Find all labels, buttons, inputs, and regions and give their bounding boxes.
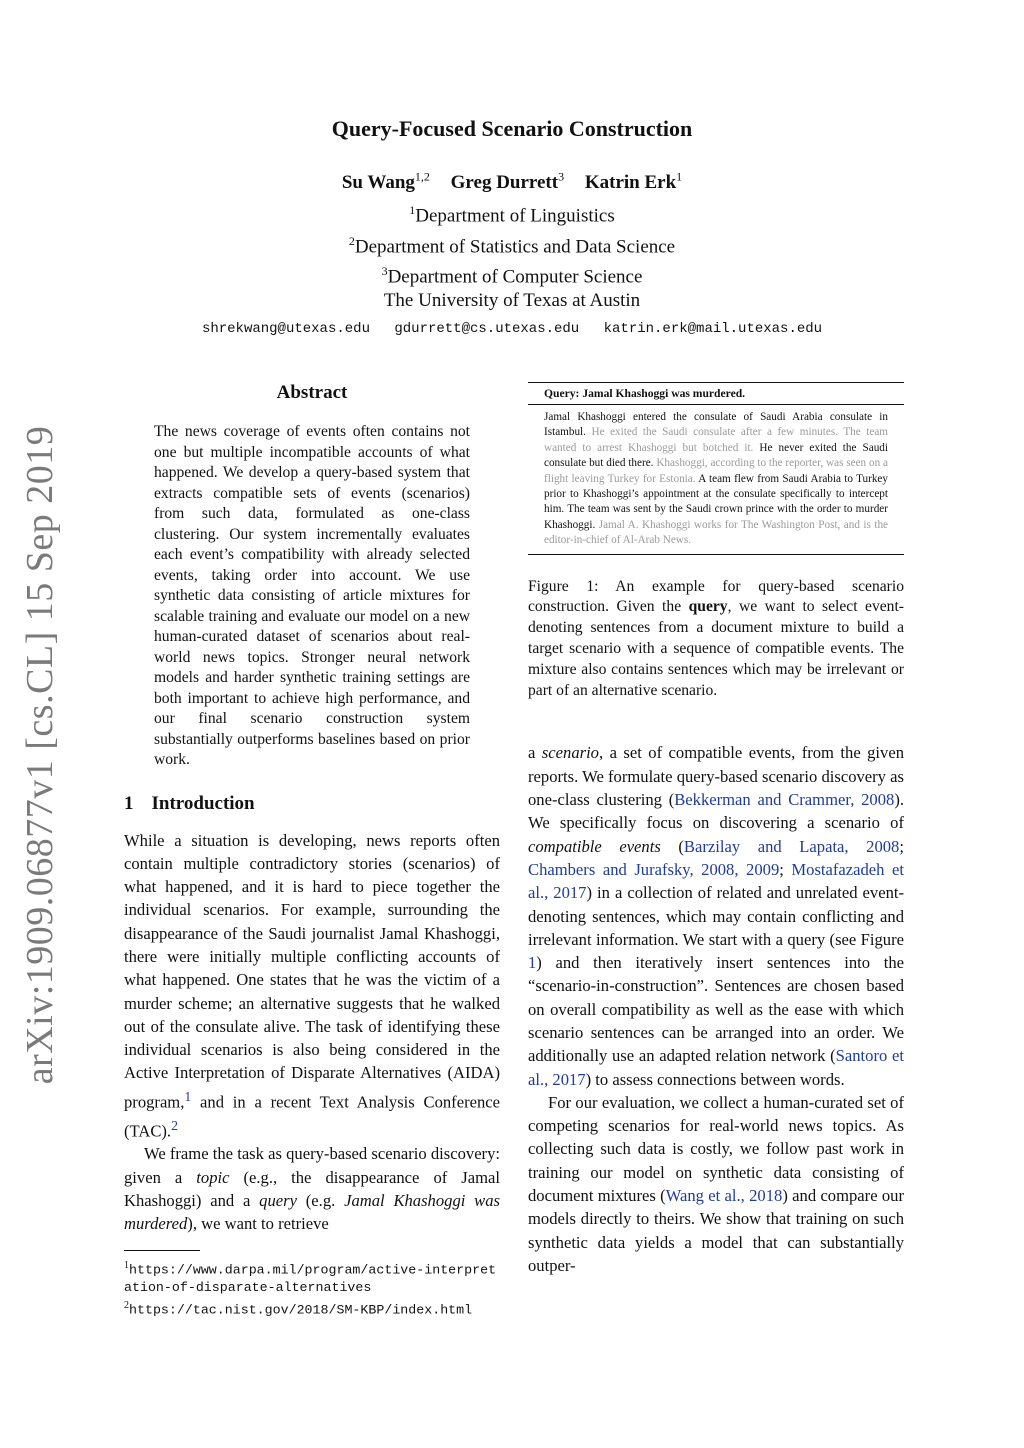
footnote-rule: [124, 1250, 200, 1251]
figure-caption: Figure 1: An example for query-based scenario construction. Given the query, we want to select event-denoting sentences from a document mixture to build a target scenario with a sequence of compatible events. The mixture also contains sentences which may be irrelevant or part of an alternative scenario.: [528, 577, 904, 699]
affiliation: $^3$Department of Computer Science: [381, 263, 643, 288]
footnote[interactable]: $^1$https://www.darpa.mil/program/active-interpretation-of-disparate-alternatives: [124, 1259, 497, 1296]
body-paragraph: For our evaluation, we collect a human-curated set of competing scenarios for real-world news topics. As collecting such data is costly, we follow past work in training our model on synthetic data consisting of document mixtures (Wang et al., 2018) and compare our models directly to theirs. We show that training on such synthetic data yields a model that can substantially outper-: [528, 1092, 904, 1275]
citation-link[interactable]: Chambers and Jurafsky, 2008, 2009: [528, 859, 780, 879]
author: Su Wang$^{1,2}$: [341, 170, 430, 194]
email: gdurrett@cs.utexas.edu: [394, 321, 580, 338]
affiliation: The University of Texas at Austin: [383, 290, 641, 312]
affiliation: $^1$Department of Linguistics: [409, 203, 615, 227]
figure-1: [528, 382, 904, 555]
body-paragraph: a scenario, a set of compatible events, from the given reports. We formulate query-based scenario discovery as one-class clustering (Bekkerman and Crammer, 2008). We specifically focus on discovering a scenario of compatible events (Barzilay and Lapata, 2008; Chambers and Jurafsky, 2008, 2009; Mostafazadeh et al., 2017) in a collection of related and unrelated event-denoting sentences, which may contain conflicting and irrelevant information. We start with a query (see Figure 1) and then iteratively insert sentences into the “scenario-in-construction”. Sentences are chosen based on overall compatibility as well as the ease with which scenario sentences can be arranged into an order. We additionally use an adapted relation network (Santoro et al., 2017) to assess connections between words.: [528, 743, 905, 1089]
author-list: [0, 170, 1024, 194]
intro-paragraph: While a situation is developing, news reports often contain multiple contradictory stories (scenarios) of what happened, and it is hard to piece together the individual scenarios. For example, surrounding the disappearance of the Saudi journalist Jamal Khashoggi, there were initially multiple conflicting accounts of what happened. One states that he was the victim of a murder scheme; an alternative suggests that he walked out of the consulate alive. The task of identifying these individual scenarios is also being considered in the Active Interpretation of Disparate Alternatives (AIDA) program,$^1$ and in a recent Text Analysis Conference (TAC).$^2$: [124, 830, 500, 1141]
arxiv-identifier: [19, 425, 61, 1085]
sentence-irrelevant: Jamal A. Khashoggi works for The Washington Post, and is the editor-in-chief of Al-Arab News.: [544, 518, 888, 547]
left-column: [124, 382, 500, 1319]
author-emails: [0, 321, 1024, 337]
citation-link[interactable]: Bekkerman and Crammer, 2008: [674, 790, 895, 810]
sentence-irrelevant: Khashoggi, according to the reporter, was seen on a flight leaving Turkey for Estonia.: [544, 457, 888, 485]
paper-header: [0, 116, 1024, 337]
arxiv-identifier-text: arXiv:1909.06877v1 [cs.CL] 15 Sep 2019: [19, 425, 61, 1085]
section-heading: 1 Introduction: [124, 792, 255, 814]
footnote-ref[interactable]: 1: [184, 1088, 192, 1104]
figure-ref-link[interactable]: 1: [528, 953, 537, 973]
footnote[interactable]: $^2$https://tac.nist.gov/2018/SM-KBP/index.html: [124, 1300, 473, 1318]
email: katrin.erk@mail.utexas.edu: [603, 321, 823, 338]
paper-title: Query-Focused Scenario Construction: [331, 116, 693, 141]
abstract-heading: Abstract: [276, 382, 348, 403]
citation-link[interactable]: Wang et al., 2018: [665, 1186, 783, 1206]
sentence-relevant: Jamal Khashoggi entered the consulate of Saudi Arabia consulate in Istambul.: [544, 411, 888, 439]
right-column: [528, 382, 904, 1277]
intro-paragraph: We frame the task as query-based scenario discovery: given a topic (e.g., the disappearance of Jamal Khashoggi) and a query (e.g. Jamal Khashoggi was murdered), we want to retrieve: [124, 1144, 500, 1234]
sentence-irrelevant: He exited the Saudi consulate after a few minutes. The team wanted to arrest Khashoggi but botched it.: [544, 426, 888, 454]
email: shrekwang@utexas.edu: [201, 321, 370, 338]
sentence-relevant: A team flew from Saudi Arabia to Turkey prior to Khashoggi’s appointment at the consulate specifically to intercept him. The team was sent by the Saudi crown prince with the order to murder Khashoggi.: [544, 472, 888, 531]
citation-link[interactable]: Mostafazadeh et al., 2017: [528, 859, 904, 903]
author: Katrin Erk$^1$: [584, 170, 683, 194]
author: Greg Durrett$^3$: [450, 170, 565, 194]
citation-link[interactable]: Barzilay and Lapata, 2008: [683, 836, 900, 856]
footnote-ref[interactable]: 2: [171, 1117, 178, 1133]
figure-query: Query: Jamal Khashoggi was murdered.: [528, 383, 904, 405]
affiliation: $^2$Department of Statistics and Data Science: [348, 233, 676, 257]
citation-link[interactable]: Santoro et al., 2017: [528, 1046, 904, 1089]
sentence-relevant: He never exited the Saudi consulate but died there.: [544, 441, 888, 470]
abstract-text: The news coverage of events often contains not one but multiple incompatible accounts of what happened. We develop a query-based system that extracts compatible sets of events (scenarios) from such data, formulated as one-class clustering. Our system incrementally evaluates each event’s compatibility with already selected events, taking order into account. We use synthetic data consisting of article mixtures for scalable training and evaluate our model on a new human-curated dataset of scenarios about real-world news topics. Stronger neural network models and harder synthetic training settings are both important to achieve high performance, and our final scenario construction system substantially outperforms baselines based on prior work.: [154, 423, 470, 768]
figure-sentences: [528, 405, 904, 554]
